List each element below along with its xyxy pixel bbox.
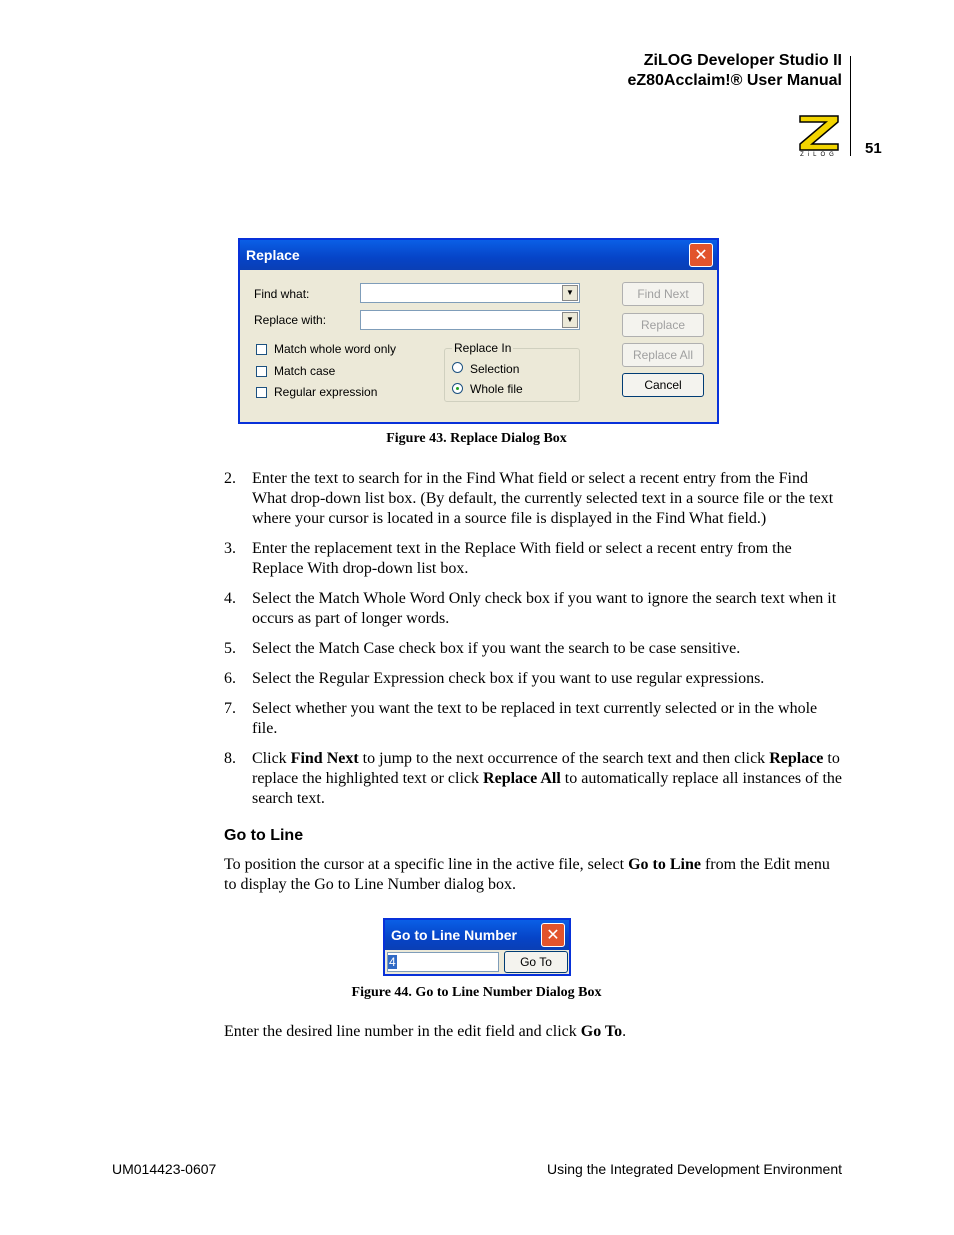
chevron-down-icon[interactable]: ▼ [562, 312, 578, 328]
replace-dialog [238, 238, 719, 424]
figure-43-caption: Figure 43. Replace Dialog Box [386, 431, 567, 446]
selection-label: Selection [470, 362, 520, 376]
replace-dialog-title: Replace [246, 247, 300, 263]
header-divider [850, 56, 851, 156]
list-item: 2. Enter the text to search for in the Find What field or select a recent entry from the Find What drop-down list box. (By default, the currently selected text in a source file or the text where your cursor is located in a source file is displayed in the Find What field.) [224, 470, 834, 527]
footer-doc-id: UM014423-0607 [112, 1161, 217, 1177]
go-to-line-title: Go to Line Number [391, 927, 517, 943]
list-item: 7. Select whether you want the text to be replaced in text currently selected or in the whole file. [224, 700, 818, 737]
chevron-down-icon[interactable]: ▼ [562, 285, 578, 301]
list-item: 6. Select the Regular Expression check box if you want to use regular expressions. [224, 670, 765, 687]
line-number-input[interactable] [387, 952, 499, 972]
header-title-line2: eZ80Acclaim!® User Manual [627, 72, 842, 89]
figure-44-caption: Figure 44. Go to Line Number Dialog Box [351, 985, 602, 1000]
replace-in-label: Replace In [454, 341, 512, 355]
go-to-line-titlebar [385, 920, 569, 950]
logo-text: ZiLOG [800, 152, 838, 158]
match-case-label: Match case [274, 364, 336, 378]
replace-dialog-titlebar [240, 240, 717, 270]
go-to-button[interactable]: Go To [504, 951, 568, 973]
list-item: 5. Select the Match Case check box if you want the search to be case sensitive. [224, 640, 741, 657]
close-icon[interactable]: ✕ [689, 243, 713, 267]
list-item: 3. Enter the replacement text in the Replace With field or select a recent entry from the Replace With drop-down list box. [224, 540, 792, 577]
go-to-line-dialog [383, 918, 571, 976]
header-title-line1: ZiLOG Developer Studio II [643, 52, 842, 69]
replace-button[interactable]: Replace [622, 313, 704, 337]
list-item: 8. Click Find Next to jump to the next occurrence of the search text and then click Replace to replace the highlighted text or click Replace All to automatically replace all instances of the search text. [224, 750, 843, 807]
replace-with-label: Replace with: [254, 313, 327, 327]
final-instruction: Enter the desired line number in the edit field and click Go To. [224, 1023, 627, 1040]
cancel-button[interactable]: Cancel [622, 373, 704, 397]
find-next-button[interactable]: Find Next [622, 282, 704, 306]
replace-all-button[interactable]: Replace All [622, 343, 704, 367]
zilog-logo [796, 114, 842, 160]
line-number-value: 4 [389, 955, 396, 969]
regular-expression-label: Regular expression [274, 385, 378, 399]
replace-with-combo[interactable] [360, 310, 580, 330]
match-case-checkbox[interactable] [256, 366, 267, 377]
find-what-label: Find what: [254, 287, 310, 301]
whole-file-label: Whole file [470, 382, 523, 396]
close-icon[interactable]: ✕ [541, 923, 565, 947]
match-whole-word-checkbox[interactable] [256, 344, 267, 355]
steps-list [224, 469, 844, 819]
whole-file-radio[interactable] [452, 383, 463, 394]
find-what-combo[interactable] [360, 283, 580, 303]
match-whole-word-label: Match whole word only [274, 342, 397, 356]
footer-section: Using the Integrated Development Environment [547, 1161, 842, 1177]
selection-radio[interactable] [452, 362, 463, 373]
go-to-line-intro: To position the cursor at a specific line in the active file, select Go to Line from the Edit menu to display the Go to Line Number dialog box. [224, 856, 830, 893]
regular-expression-checkbox[interactable] [256, 387, 267, 398]
section-heading-go-to-line: Go to Line [224, 827, 304, 844]
page-number: 51 [865, 140, 882, 157]
list-item: 4. Select the Match Whole Word Only check box if you want to ignore the search text when it occurs as part of longer words. [224, 590, 837, 627]
